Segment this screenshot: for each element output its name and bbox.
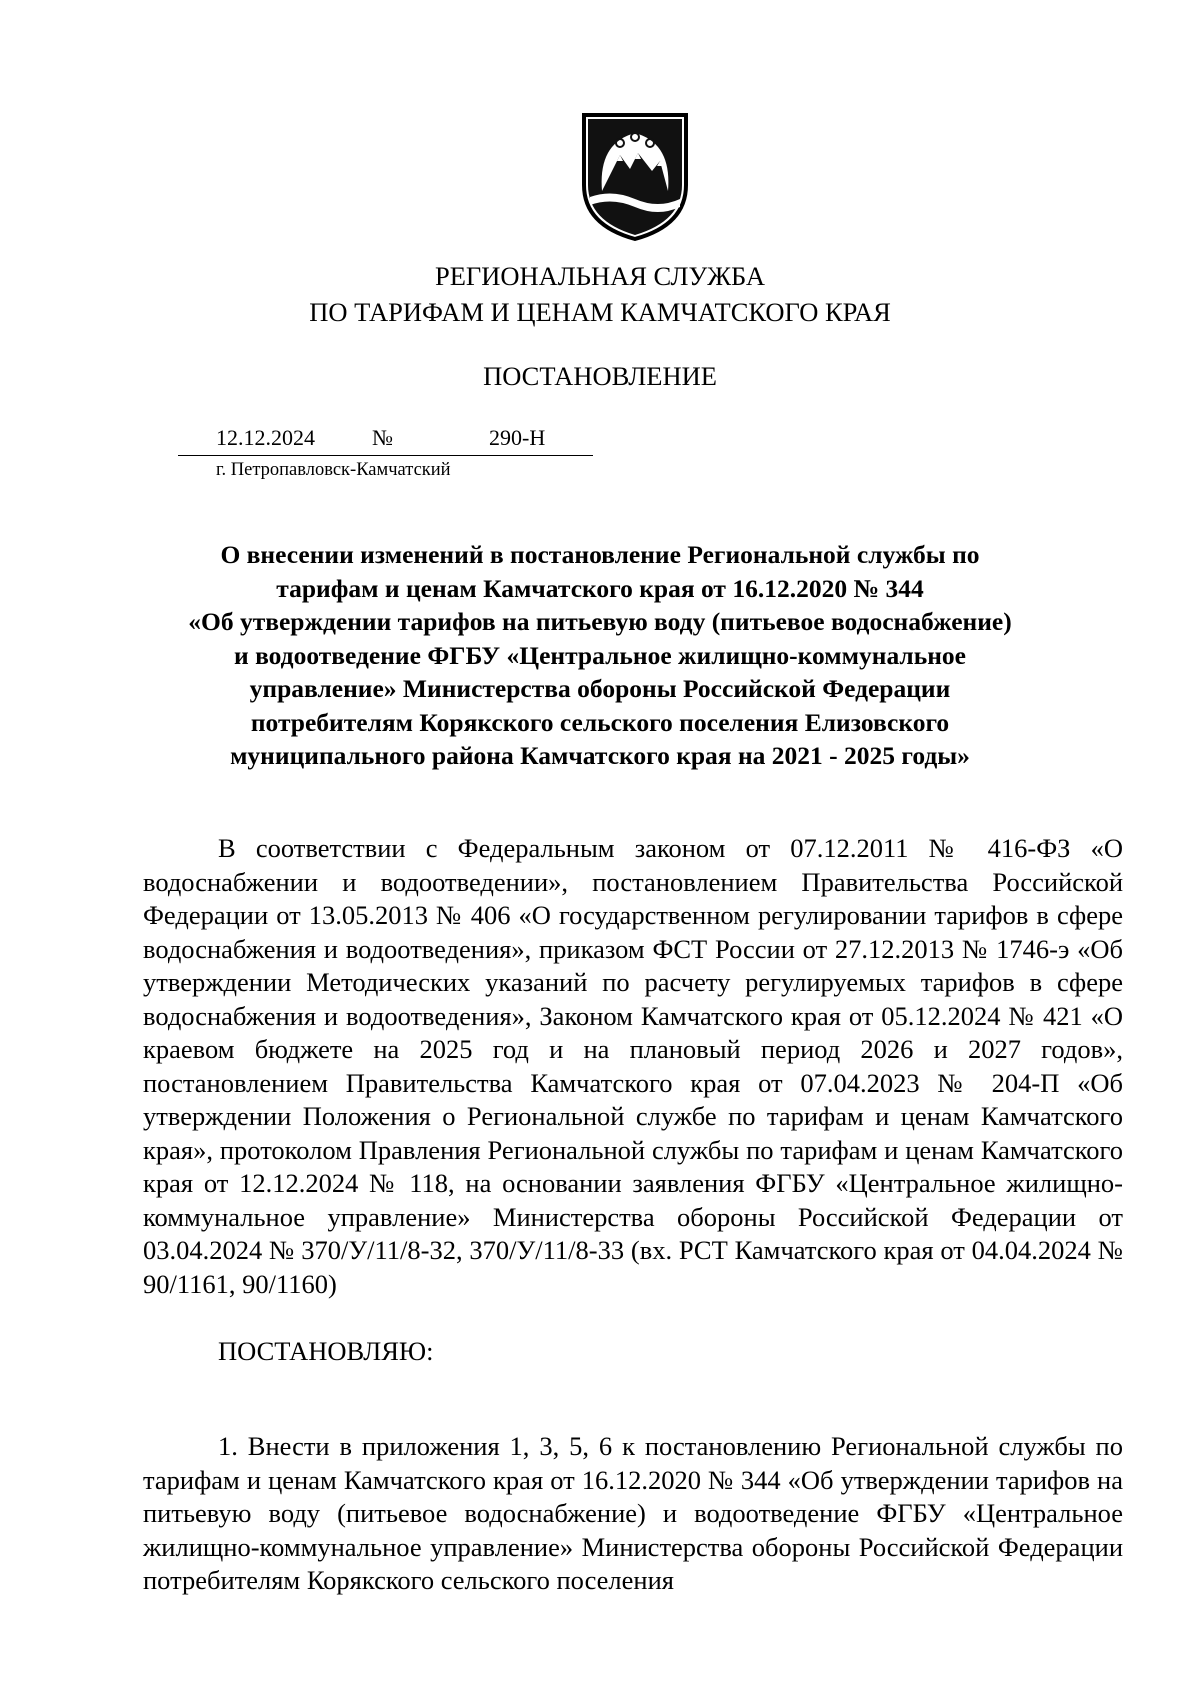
clause-1-paragraph: 1. Внести в приложения 1, 3, 5, 6 к постановлению Региональной службы по тарифам и ценам Камчатского края от 16.12.2020 № 344 «Об утверждении тарифов на питьевую воду (питьевое водоснабжение) и водоотведение ФГБУ «Центральное жилищно-коммунальное управление» Министерства обороны Российской Федерации потребителям Корякского сельского поселения — [143, 1431, 1123, 1595]
subject-line: и водоотведение ФГБУ «Центральное жилищно-коммунальное — [234, 640, 966, 670]
preamble-paragraph: В соответствии с Федеральным законом от 07.12.2011 № 416-ФЗ «О водоснабжении и водоотведении», постановлением Правительства Российской Федерации от 13.05.2013 № 406 «О государственном регулировании тарифов в сфере водоснабжения и водоотведения», приказом ФСТ России от 27.12.2013 № 1746-э «Об утверждении Методических указаний по расчету регулируемых тарифов в сфере водоснабжения и водоотведения», Законом Камчатского края от 05.12.2024 № 421 «О краевом бюджете на 2025 год и на плановый период 2026 и 2027 годов», постановлением Правительства Камчатского края от 07.04.2023 № 204-П «Об утверждении Положения о Региональной службе по тарифам и ценам Камчатского края», протоколом Правления Региональной службы по тарифам и ценам Камчатского края от 12.12.2024 № 118, на основании заявления ФГБУ «Центральное жилищно-коммунальное управление» Министерства обороны Российской Федерации от 03.04.2024 № 370/У/11/8-32, 370/У/11/8-33 (вх. РСТ Камчатского края от 04.04.2024 № 90/1161, 90/1160) — [143, 833, 1123, 1299]
kamchatka-coat-of-arms-icon — [580, 113, 690, 241]
subject-line: потребителям Корякского сельского поселения Елизовского — [250, 707, 950, 737]
subject-line: управление» Министерства обороны Российской Федерации — [249, 674, 951, 703]
document-date: 12.12.2024 — [216, 425, 315, 450]
organization-line-1: РЕГИОНАЛЬНАЯ СЛУЖБА — [434, 261, 766, 291]
subject-line: О внесении изменений в постановление Региональной службы по — [220, 540, 980, 569]
document-number: 290-Н — [489, 425, 546, 450]
organization-name — [0, 258, 1200, 330]
number-sign: № — [372, 425, 393, 450]
organization-line-2: ПО ТАРИФАМ И ЦЕНАМ КАМЧАТСКОГО КРАЯ — [309, 297, 891, 327]
decree-word: ПОСТАНОВЛЯЮ: — [218, 1336, 434, 1366]
subject-line: муниципального района Камчатского края на 2021 - 2025 годы» — [230, 741, 970, 770]
subject-line: «Об утверждении тарифов на питьевую воду (питьевое водоснабжение) — [188, 607, 1012, 636]
document-subject — [150, 538, 1050, 773]
document-city: г. Петропавловск-Камчатский — [216, 460, 451, 480]
document-type: ПОСТАНОВЛЕНИЕ — [483, 361, 717, 391]
subject-line: тарифам и ценам Камчатского края от 16.12.2020 № 344 — [276, 573, 924, 603]
date-number-row — [178, 425, 593, 456]
